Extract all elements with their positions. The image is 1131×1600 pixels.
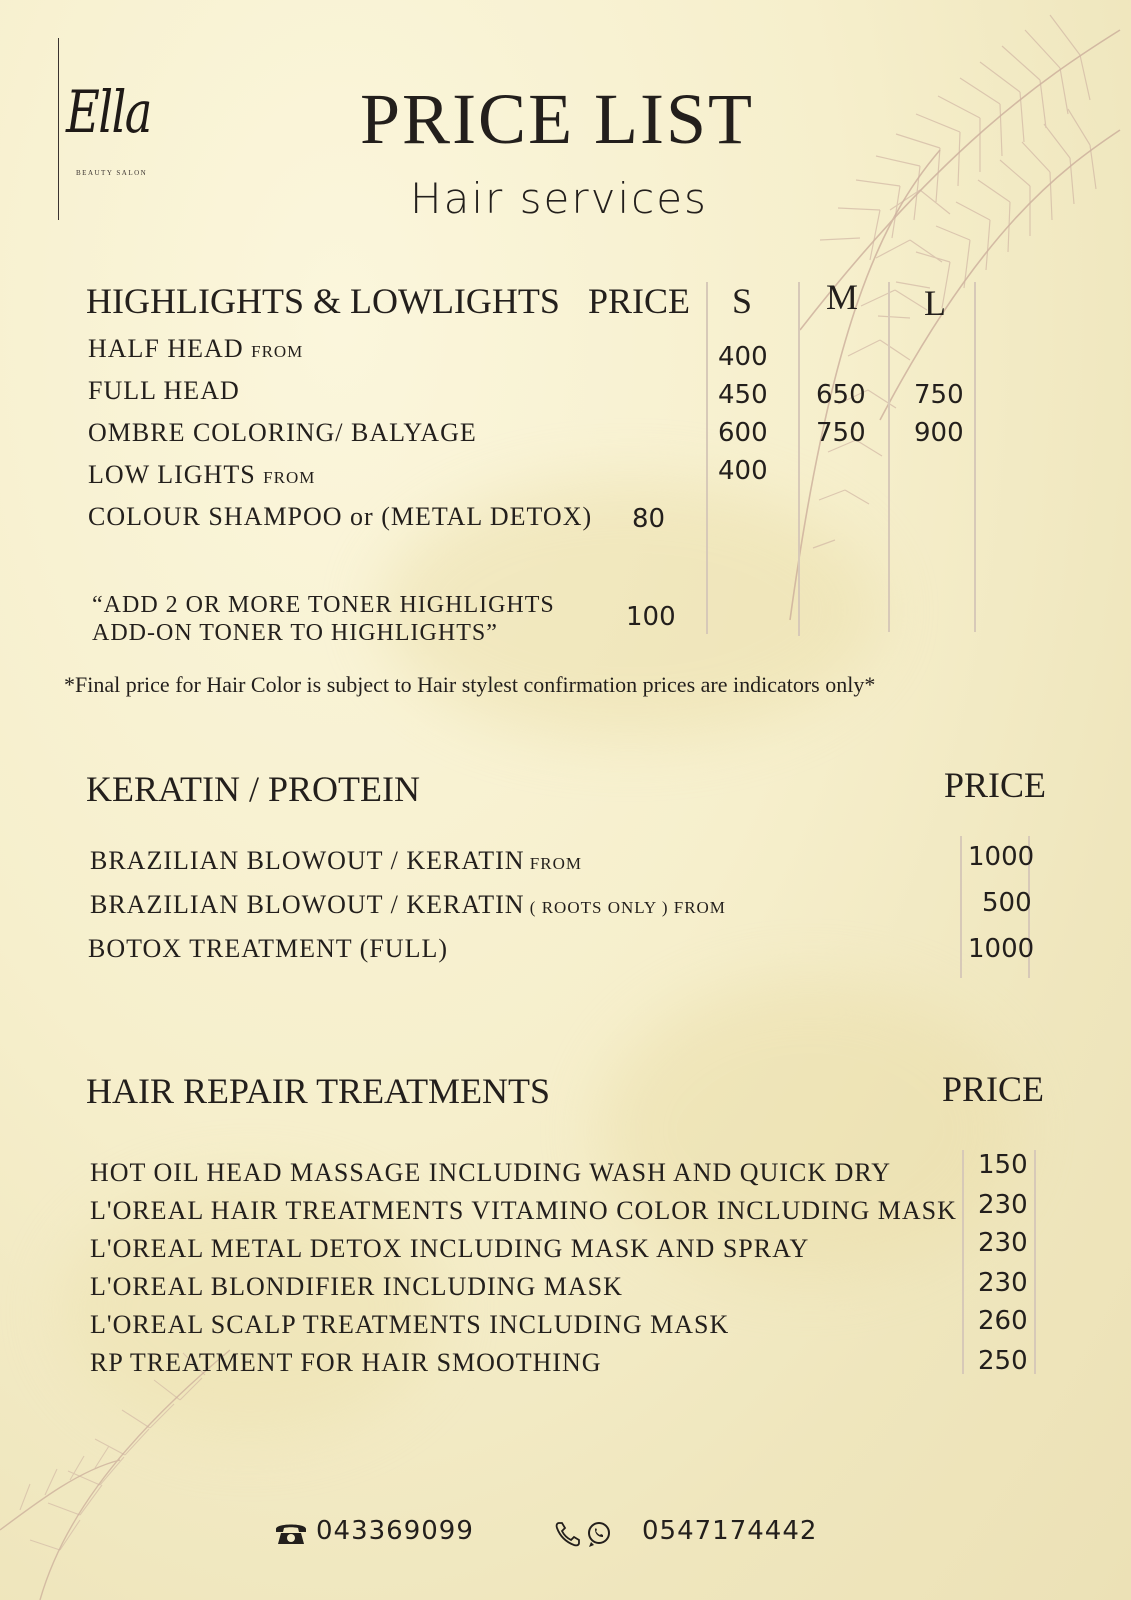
service-name: L'OREAL METAL DETOX INCLUDING MASK AND SPRAY <box>90 1234 810 1263</box>
telephone-icon <box>274 1520 308 1546</box>
list-item <box>88 376 240 406</box>
service-name: COLOUR SHAMPOO or (METAL DETOX) <box>88 502 593 531</box>
service-name: RP TREATMENT FOR HAIR SMOOTHING <box>90 1348 602 1377</box>
list-item <box>90 1310 729 1340</box>
price-m: 750 <box>816 418 866 448</box>
price-s: 600 <box>718 418 768 448</box>
service-name: BRAZILIAN BLOWOUT / KERATIN <box>90 890 525 919</box>
list-item <box>88 418 477 448</box>
price: 80 <box>632 504 666 534</box>
service-qualifier: FROM <box>251 342 304 361</box>
service-name: LOW LIGHTS <box>88 460 256 489</box>
list-item <box>90 1348 602 1378</box>
section-heading-keratin: KERATIN / PROTEIN <box>86 769 420 809</box>
column-divider <box>1034 1150 1036 1374</box>
column-divider <box>974 282 976 632</box>
page-title: PRICE LIST <box>360 79 755 159</box>
mobile-number[interactable]: 0547174442 <box>642 1516 818 1546</box>
price: 250 <box>978 1346 1028 1376</box>
service-name: L'OREAL HAIR TREATMENTS VITAMINO COLOR INCLUDING MASK <box>90 1196 957 1225</box>
phone-whatsapp-icons <box>554 1520 614 1548</box>
size-column-header-s: S <box>732 281 753 321</box>
list-item <box>90 846 582 876</box>
size-column-header-m: M <box>826 277 859 317</box>
service-qualifier: FROM <box>524 854 582 873</box>
column-divider <box>888 282 890 632</box>
price-s: 400 <box>718 456 768 486</box>
price-column-header: PRICE <box>588 281 691 321</box>
page-subtitle: Hair services <box>410 174 708 223</box>
service-name: BOTOX TREATMENT (FULL) <box>88 934 448 963</box>
price-column-header: PRICE <box>944 765 1047 805</box>
section-heading-highlights: HIGHLIGHTS & LOWLIGHTS <box>86 281 560 321</box>
column-divider <box>706 282 708 634</box>
toner-price: 100 <box>626 602 676 632</box>
service-name: BRAZILIAN BLOWOUT / KERATIN <box>90 846 525 875</box>
list-item <box>88 934 448 964</box>
list-item <box>88 502 592 532</box>
column-divider <box>798 282 800 636</box>
price: 1000 <box>968 842 1035 872</box>
price: 500 <box>982 888 1032 918</box>
logo-wordmark: Ella <box>66 78 151 146</box>
list-item <box>90 1234 809 1264</box>
column-divider <box>960 836 962 978</box>
list-item <box>88 334 303 364</box>
toner-note-line-2: ADD-ON TONER TO HIGHLIGHTS” <box>92 620 498 646</box>
service-qualifier: ( ROOTS ONLY ) FROM <box>524 898 726 917</box>
list-item <box>90 890 726 920</box>
price-l: 750 <box>914 380 964 410</box>
list-item <box>90 1272 623 1302</box>
price: 230 <box>978 1228 1028 1258</box>
price: 260 <box>978 1306 1028 1336</box>
list-item <box>90 1158 891 1188</box>
list-item <box>90 1196 957 1226</box>
list-item <box>88 460 315 490</box>
price: 1000 <box>968 934 1035 964</box>
service-name: HOT OIL HEAD MASSAGE INCLUDING WASH AND QUICK DRY <box>90 1158 892 1187</box>
logo-subtitle: BEAUTY SALON <box>76 169 148 177</box>
logo-divider <box>58 38 59 220</box>
service-qualifier: FROM <box>263 468 316 487</box>
size-column-header-l: L <box>924 283 946 323</box>
service-name: OMBRE COLORING/ BALYAGE <box>88 418 477 447</box>
service-name: HALF HEAD <box>88 334 244 363</box>
toner-note-line-1: “ADD 2 OR MORE TONER HIGHLIGHTS <box>92 592 555 618</box>
price: 230 <box>978 1268 1028 1298</box>
price-column-header: PRICE <box>942 1069 1045 1109</box>
price: 150 <box>978 1150 1028 1180</box>
column-divider <box>962 1150 964 1374</box>
service-name: FULL HEAD <box>88 376 240 405</box>
section-heading-repair: HAIR REPAIR TREATMENTS <box>86 1071 551 1111</box>
phone-number[interactable]: 043369099 <box>316 1516 474 1546</box>
price-l: 900 <box>914 418 964 448</box>
service-name: L'OREAL BLONDIFIER INCLUDING MASK <box>90 1272 623 1301</box>
disclaimer-note: *Final price for Hair Color is subject to Hair stylest confirmation prices are indicators only* <box>64 672 876 697</box>
price-s: 450 <box>718 380 768 410</box>
price-m: 650 <box>816 380 866 410</box>
price: 230 <box>978 1190 1028 1220</box>
price-s: 400 <box>718 342 768 372</box>
service-name: L'OREAL SCALP TREATMENTS INCLUDING MASK <box>90 1310 730 1339</box>
